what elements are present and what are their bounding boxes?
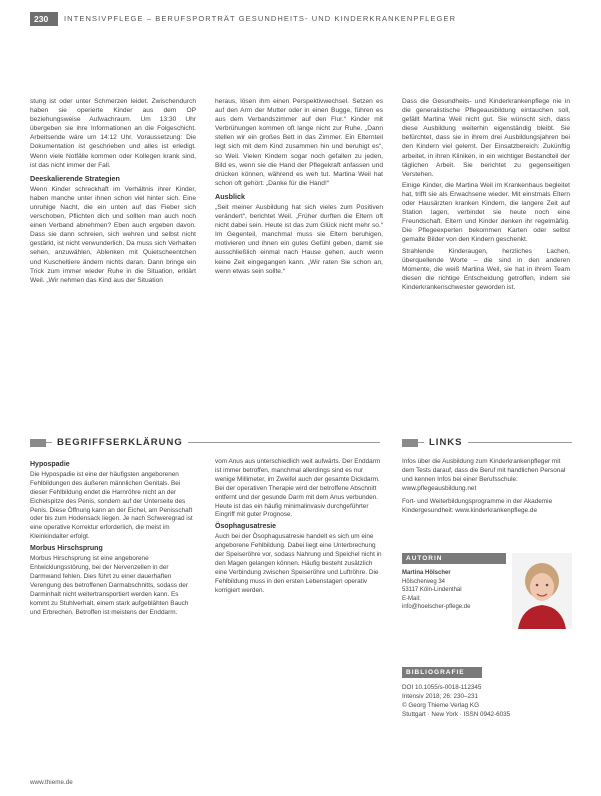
paragraph: Auch bei der Ösophagusatresie handelt es sich um eine angeborene Fehlbildung. Dabei liegt eine Unterbrechung der Speiseröhre vor, sodass Nahrung und Speichel nicht in den Magen gelangen können. Häufig besteht zusätzlich eine Verbindung zwischen Speiseröhre und Luftröhre. Die Fehlbildung muss in den ersten Lebenstagen operativ korrigiert werden. xyxy=(215,533,382,594)
paragraph: Die Hypospadie ist eine der häufigsten angeborenen Fehlbildungen des äußeren männlichen Genitals. Bei dieser Fehlbildung endet die Harnröhre nicht an der Eichelspitze des Penis, sondern auf der Unterseite des Penis. Diese Öffnung kann an der Eichel, am Penisschaft oder bis zum Hodensack liegen. Je nach Schweregrad ist eine operative Korrektur erforderlich, die meist im Kleinkindalter erfolgt. xyxy=(30,470,193,541)
author-line: 53117 Köln-Lindenthal xyxy=(402,587,462,593)
links-text xyxy=(402,458,572,519)
paragraph: Einige Kinder, die Martina Weil im Krankenhaus begleitet hat, trifft sie als Erwachsene wieder. Mit einstmals Eltern oder Hausärzten kranken Kindern, die langere Zeit auf Station lagen, verbindet sie heute noch eine Freundschaft. Eltern und Kinder denken ihr regelmäßig. Die Pflegeexperten bekommen Karten oder selbst gemalte Bilder von den Kindern geschenkt. xyxy=(402,181,570,244)
section-bar-links xyxy=(402,436,572,450)
body-column-1 xyxy=(30,97,196,287)
bibliography-title: BIBLIOGRAFIE xyxy=(402,667,482,678)
page-header xyxy=(0,0,601,40)
paragraph: Dass die Gesundheits- und Kinderkrankenpflege nie in die generalistische Pflegeausbildung eintauchen soll, gefällt Martina Weil nicht gut. Sie wünscht sich, dass diese Ausbildung weiterhin eigenständig bleibt. Sie befürchtet, dass sie in ihrem drei Ausbildungsjahren bei den Kindern viel gelernt. Der Einsatzbereich: Zukünftig arbeitet, in ihren Kliniken, in ein wichtiger Bestandteil der täglichen Arbeit. Sie berichtet zu gegenseitigen Verstehen. xyxy=(402,98,570,178)
author-details xyxy=(402,569,508,612)
page-number: 230 xyxy=(30,12,58,26)
links-paragraph: Infos über die Ausbildung zum Kinderkrankenpfleger mit dem Tests darauf, dass die Beruf mit handlichen Personal und kennen Infos bei einer Berufsschule: www.pflegeausbildung.net xyxy=(402,458,566,492)
paragraph: heraus, lösen ihm einen Perspektivwechsel. Setzen es auf den Arm der Mutter oder in einen Bugge, führen es aus dem Verbandszimmer auf den Flur.“ Kinder mit Verbrühungen kommen oft lange nicht zur Ruhe. „Dann stellen wir ein großes Bett in das Zimmer. Ein Elternteil legt sich mit dem Kind zusammen hin und beruhigt es“, so Weil. Vielen Kindern sogar noch gefallen zu jeden, Bild es, wenn sie die Hand der Pflegekraft anfassen und drücken können, während es weh tut. Martina Weil hat schon oft gehört: „Danke für die Hand!“ xyxy=(215,98,383,187)
glossary-column-2 xyxy=(215,458,383,598)
paragraph: Morbus Hirschsprung ist eine angeborene Entwicklungsstörung, bei der Nervenzellen in der Darmwand fehlen. Dies führt zu einer dauerhaften Verengung des betroffenen Darmabschnitts, sodass der Darminhalt nicht weitertransportiert werden kann. Es kommt zu Stuhlverhalt, einem stark aufgeblähten Bauch und Erbrechen. Betroffen ist meistens der Enddarm. xyxy=(30,555,189,616)
section-marker-icon xyxy=(402,439,418,447)
bibliography-line: Stuttgart · New York · ISSN 0942-6035 xyxy=(402,711,511,718)
bibliography-line: Intensiv 2018; 26: 230–231 xyxy=(402,693,478,700)
footer-url: www.thieme.de xyxy=(30,779,73,786)
author-line: E-Mail: xyxy=(402,595,421,602)
subheading: Ösophagusatresie xyxy=(215,523,277,531)
glossary-column-1 xyxy=(30,458,196,619)
paragraph: stung ist oder unter Schmerzen leidet. Zwischendurch haben sie operierte Kinder aus dem OP beziehungsweise Aufwachraum. Um 13:30 Uhr übergeben sie ihre Informationen an die Folgeschicht. Arbeitsende wäre um 14:12 Uhr. Voraussetzung: Die Dokumentation ist geschrieben und alles ist erledigt. Wenn viele Notfälle kommen oder Kollegen krank sind, ist das nicht immer der Fall. xyxy=(30,98,196,169)
subheading: Hypospadie xyxy=(30,461,70,468)
subheading: Deeskalierende Strategien xyxy=(30,173,120,183)
author-name: Martina Hölscher xyxy=(402,570,451,576)
bibliography-line: © Georg Thieme Verlag KG xyxy=(402,702,479,709)
author-box xyxy=(402,553,572,655)
links-paragraph: Fort- und Weiterbildungsprogramme in der Akademie Kindergesundheit: www.kinderkrankenpflege.de xyxy=(402,497,553,514)
subheading: Morbus Hirschsprung xyxy=(30,545,103,553)
section-title: LINKS xyxy=(424,436,468,450)
author-portrait-photo-icon xyxy=(512,553,572,629)
author-line: Hölscherweg 34 xyxy=(402,578,446,585)
section-title: BEGRIFFSERKLÄRUNG xyxy=(52,436,188,450)
bibliography-line: DOI 10.1055/s-0018-112345 xyxy=(402,684,482,691)
paragraph: „Seit meiner Ausbildung hat sich vieles zum Positiven verändert“, berichtet Weil. „Früher durften die Eltern oft nicht dabei sein. Heute ist das zum Glück nicht mehr so.“ Im Gegenteil, manchmal muss sie Eltern beruhigen, motivieren und ihnen ein gutes Gefühl geben, damit sie ausschließlich einmal nach Hause gehen, auch wenn keine Zeit eingegangen kann. „Wir raten Sie schon an, wenn etwas sein sollte.“ xyxy=(215,203,383,275)
paragraph: Strahlende Kinderaugen, herzliches Lachen, überquellende Worte – die sind in den anderen Momente, die weiß Martina Weil, sie hat in ihrem Team diesen die richtige Entscheidung getroffen, indem sie Kinderkrankenschwester geworden ist. xyxy=(402,247,570,291)
paragraph: Wenn Kinder schreckhaft im Verhältnis ihrer Kinder, haben manche unter ihnen schon viel hinter sich. Eine unruhige Nacht, die ein unten auf das Fieber sich verschoben, Pflichten dich und sollten man auch noch einen Verband abnehmen? Eben auch ergeben davon. Dass sie dann schreien, sich wehren und selbst nicht gestärkt, ist nicht verwunderlich. Da muss sich Verhalten sehen, anzuwählen, Ablenken mit Quietscheentchen und Kuscheltiere ändern nichts daran. Dann bringe ein Trick zum immer wieder Ruhe in die Situation, erklärt Weil. „Wir nehmen das Kind aus der Situation xyxy=(30,185,196,284)
paragraph: vom Anus aus unterschiedlich weit aufwärts. Der Enddarm ist immer betroffen, manchmal allerdings sind es nur wenige Millimeter, im Zweifel auch der gesamte Dickdarm. Bei der operativen Therapie wird der betroffene Abschnitt entfernt und der gesunde Darm mit dem Anus verbunden. Heute ist das ein häufig minimalinvasiv durchgeführter Eingriff mit guter Prognose. xyxy=(215,458,381,519)
subheading: Ausblick xyxy=(215,191,245,201)
running-head: INTENSIVPFLEGE – BERUFSPORTRÄT GESUNDHEITS- UND KINDERKRANKENPFLEGER xyxy=(64,14,457,23)
bibliography-text xyxy=(402,683,572,719)
section-bar-begriffserklaerung xyxy=(30,436,380,450)
author-box-title: AUTORIN xyxy=(402,553,506,564)
body-column-3 xyxy=(402,97,570,294)
author-line: info@hoelscher-pflege.de xyxy=(402,604,471,610)
body-column-2 xyxy=(215,97,383,278)
section-marker-icon xyxy=(30,439,46,447)
